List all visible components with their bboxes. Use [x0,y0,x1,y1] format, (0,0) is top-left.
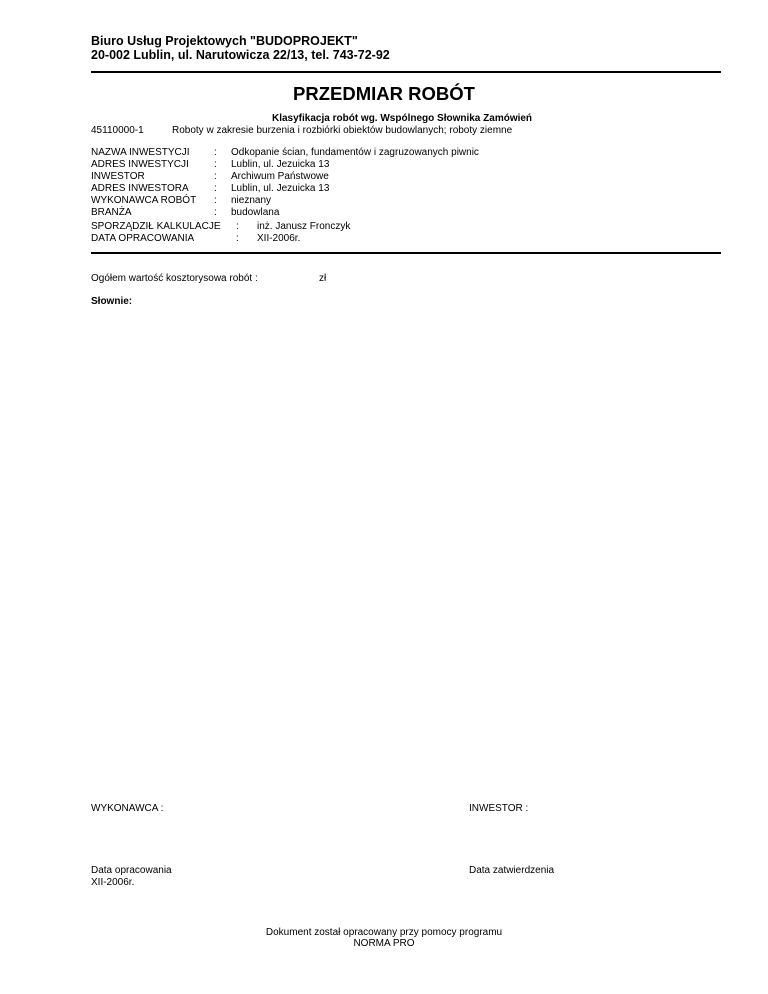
classification-description: Roboty w zakresie burzenia i rozbiórki obiektów budowlanych; roboty ziemne [172,125,513,136]
calc-label: DATA OPRACOWANIA [91,233,195,244]
header-divider [91,71,721,73]
project-label: BRANŻA [91,207,132,218]
info-divider [91,252,721,254]
project-sep: : [214,171,217,182]
prep-date-label: Data opracowania [91,865,172,876]
project-sep: : [214,207,217,218]
classification-heading: Klasyfikacja robót wg. Wspólnego Słownika Zamówień [272,113,533,124]
project-label: ADRES INWESTYCJI [91,159,189,170]
investor-label: INWESTOR : [469,803,529,814]
prep-date-value: XII-2006r. [91,877,135,888]
company-name: Biuro Usług Projektowych "BUDOPROJEKT" [91,34,358,48]
approval-date-label: Data zatwierdzenia [469,865,555,876]
classification-code: 45110000-1 [91,125,144,136]
calc-value: XII-2006r. [257,233,301,244]
calc-label: SPORZĄDZIŁ KALKULACJE [91,221,221,232]
contractor-label: WYKONAWCA : [91,803,164,814]
calc-sep: : [236,233,239,244]
project-sep: : [214,159,217,170]
project-sep: : [214,183,217,194]
footer-line-2: NORMA PRO [353,938,415,949]
project-label: INWESTOR [91,171,145,182]
company-address: 20-002 Lublin, ul. Narutowicza 22/13, tel. 743-72-92 [91,48,390,62]
total-currency: zł [319,273,327,284]
project-value: Odkopanie ścian, fundamentów i zagruzowanych piwnic [231,147,479,158]
project-label: ADRES INWESTORA [91,183,189,194]
page-title: PRZEDMIAR ROBÓT [293,83,475,104]
project-value: Lublin, ul. Jezuicka 13 [231,159,330,170]
words-label: Słownie: [91,296,133,307]
project-sep: : [214,195,217,206]
project-sep: : [214,147,217,158]
project-value: budowlana [231,207,280,218]
footer-line-1: Dokument został opracowany przy pomocy programu [265,927,503,938]
calc-sep: : [236,221,239,232]
project-value: nieznany [231,195,272,206]
project-label: NAZWA INWESTYCJI [91,147,190,158]
project-label: WYKONAWCA ROBÓT [91,195,197,206]
project-value: Lublin, ul. Jezuicka 13 [231,183,330,194]
total-value-label: Ogółem wartość kosztorysowa robót : [91,273,258,284]
calc-value: inż. Janusz Fronczyk [257,221,351,232]
project-value: Archiwum Państwowe [231,171,329,182]
